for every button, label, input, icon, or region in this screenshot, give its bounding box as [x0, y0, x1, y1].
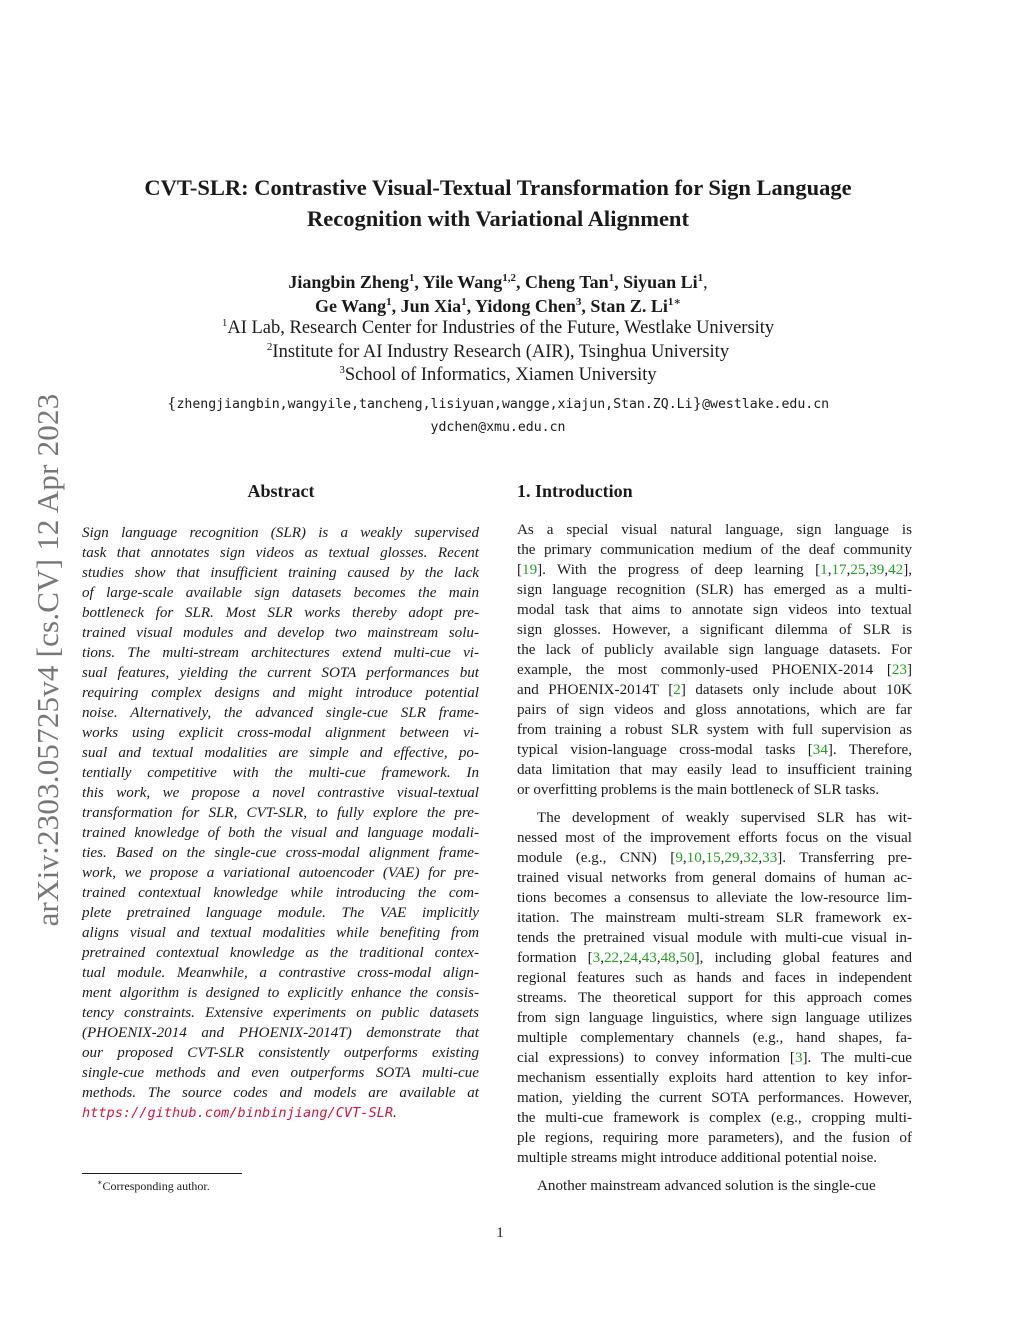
citation-link[interactable]: 43 — [641, 950, 657, 966]
intro-text: and PHOENIX-2014T [ — [517, 682, 674, 698]
intro-text: module (e.g., CNN) [ — [517, 850, 676, 866]
abstract-line: task that annotates sign videos as textual glosses. Recent — [82, 545, 479, 561]
citation-link[interactable]: 29 — [724, 850, 740, 866]
title-line-1: CVT-SLR: Contrastive Visual-Textual Transformation for Sign Language — [144, 175, 852, 200]
abstract-line: this work, we propose a novel contrastive visual-textual — [82, 785, 479, 801]
affiliation-list — [100, 317, 896, 388]
intro-text: ]. Transferring pre- — [777, 850, 912, 866]
author-affil-mark: 1 — [667, 296, 674, 308]
abstract-line: work, we propose a variational autoencoder (VAE) for pre- — [82, 865, 479, 881]
citation-link[interactable]: 17 — [831, 562, 847, 578]
email-domain: @westlake.edu.cn — [702, 397, 830, 412]
author-list — [100, 270, 896, 318]
intro-text: ], including global features and — [694, 950, 912, 966]
author-name: Yile Wang — [422, 272, 503, 292]
intro-text: ]. Therefore, — [827, 742, 912, 758]
intro-line: the multi-cue framework is complex (e.g., cropping multi- — [517, 1110, 912, 1126]
intro-paragraph-2 — [517, 808, 912, 1168]
intro-line: from training a robust SLR system with full supervision as — [517, 722, 912, 738]
affiliation-mark: 3 — [339, 363, 345, 376]
intro-paragraph-3 — [517, 1176, 912, 1196]
intro-text: The development of weakly supervised SLR has wit- — [537, 810, 912, 826]
intro-line: modal task that aims to annotate sign videos into textual — [517, 602, 912, 618]
citation-link[interactable]: 39 — [869, 562, 885, 578]
author-affil-mark: 1 — [408, 272, 415, 284]
abstract-line: pretrained contextual knowledge as the traditional contex- — [82, 945, 479, 961]
code-repository-link[interactable]: https://github.com/binbinjiang/CVT-SLR — [82, 1105, 393, 1121]
intro-line: multiple complementary channels (e.g., hand shapes, fa- — [517, 1030, 912, 1046]
intro-text: ]. The multi-cue — [802, 1050, 912, 1066]
citation-link[interactable]: 3 — [794, 1050, 803, 1066]
intro-line: sign language recognition (SLR) has emerged as a multi- — [517, 582, 912, 598]
intro-line: tions becomes a consensus to alleviate the low-resource lim- — [517, 890, 912, 906]
affiliation-mark: 2 — [266, 340, 273, 353]
intro-text: typical vision-language cross-modal tasks [ — [517, 742, 813, 758]
intro-line: example, the most commonly-used PHOENIX-2014 [23] — [517, 662, 912, 678]
intro-text: Another mainstream advanced solution is the single-cue — [537, 1178, 876, 1194]
intro-line: ple regions, requiring more parameters), and the fusion of — [517, 1130, 912, 1146]
citation-link[interactable]: 24 — [622, 950, 638, 966]
intro-line — [517, 740, 912, 760]
intro-line: As a special visual natural language, sign language is — [517, 522, 912, 538]
affiliation-line — [100, 317, 896, 341]
author-affil-mark: 3 — [575, 296, 582, 308]
abstract-line: methods. The source codes and models are available at — [82, 1085, 479, 1101]
affiliation-text: School of Informatics, Xiamen University — [344, 365, 657, 385]
citation-link[interactable]: 10 — [686, 850, 702, 866]
abstract-line: tual module. Meanwhile, a contrastive cross-modal align- — [82, 965, 479, 981]
abstract-line: requiring complex designs and might introduce potential — [82, 685, 479, 701]
abstract-line: trained contextual knowledge while introducing the com- — [82, 885, 479, 901]
intro-line: data limitation that may easily lead to insufficient training — [517, 762, 912, 778]
author-name: Jiangbin Zheng — [288, 272, 409, 292]
abstract-heading: Abstract — [247, 481, 315, 501]
citation-link[interactable]: 50 — [679, 950, 695, 966]
citation-link[interactable]: 9 — [675, 850, 683, 866]
abstract-line: noise. Alternatively, the advanced single-cue SLR frame- — [82, 705, 479, 721]
abstract-line — [82, 1103, 479, 1123]
citation-link[interactable]: 34 — [812, 742, 828, 758]
intro-line: pairs of sign videos and gloss annotations, which are far — [517, 702, 912, 718]
author-affil-mark: 1 — [386, 296, 392, 308]
intro-line: formation [3,22,24,43,48,50], including global features and — [517, 950, 912, 966]
email-usernames: zhengjiangbin,wangyile,tancheng,lisiyuan,wangge,xiajun,Stan.ZQ.Li — [176, 397, 693, 412]
affiliation-text: AI Lab, Research Center for Industries of the Future, Westlake University — [227, 318, 775, 338]
abstract-line: works using explicit cross-modal alignment between vi- — [82, 725, 479, 741]
author-name: Yidong Chen — [475, 296, 576, 316]
footnote — [97, 1179, 210, 1194]
intro-paragraph-1 — [517, 520, 912, 800]
email-block — [100, 392, 896, 439]
author-name: Jun Xia — [400, 296, 462, 316]
intro-line: module (e.g., CNN) [9,10,15,29,32,33]. Transferring pre- — [517, 850, 912, 866]
arxiv-identifier: arXiv:2303.05725v4 [cs.CV] 12 Apr 2023 — [30, 393, 65, 927]
author-line-1: Jiangbin Zheng$^1$, Yile Wang$^{1,2}$, Cheng Tan$^1$, Siyuan Li$^1$, — [288, 272, 708, 292]
citation-link[interactable]: 23 — [891, 662, 907, 678]
author-affil-mark: 1 — [461, 296, 467, 308]
abstract-line: sual and textual modalities are simple and effective, po- — [82, 745, 479, 761]
intro-text: formation [ — [517, 950, 593, 966]
intro-line — [517, 808, 912, 828]
email-line-1: {zhengjiangbin,wangyile,tancheng,lisiyuan,wangge,xiajun,Stan.ZQ.Li}@westlake.edu.cn — [166, 394, 830, 412]
abstract-end-punct: . — [393, 1105, 397, 1121]
affiliation-line — [100, 364, 896, 388]
intro-line — [517, 1176, 912, 1196]
abstract-line: (PHOENIX-2014 and PHOENIX-2014T) demonstrate that — [82, 1025, 479, 1041]
intro-line: sign glosses. However, a significant dilemma of SLR is — [517, 622, 912, 638]
intro-line: the lack of publicly available sign language datasets. For — [517, 642, 912, 658]
paper-title — [100, 172, 896, 234]
intro-line: nessed most of the improvement efforts focus on the visual — [517, 830, 912, 846]
citation-link[interactable]: 19 — [522, 562, 538, 578]
abstract-line: sual features, yielding the current SOTA performances but — [82, 665, 479, 681]
intro-line: mechanism essentially exploits hard attention to key infor- — [517, 1070, 912, 1086]
corresponding-author-mark: ∗ — [673, 296, 682, 308]
intro-line: trained visual networks from general domains of human ac- — [517, 870, 912, 886]
intro-line: streams. The theoretical support for this approach comes — [517, 990, 912, 1006]
citation-link[interactable]: 1 — [820, 562, 828, 578]
abstract-line: plete pretrained language module. The VAE implicitly — [82, 905, 479, 921]
author-name: Cheng Tan — [525, 272, 609, 292]
citation-link[interactable]: 3 — [592, 950, 601, 966]
introduction-heading: 1. Introduction — [517, 481, 633, 501]
intro-line: tends the pretrained visual module with multi-cue visual in- — [517, 930, 912, 946]
citation-link[interactable]: 25 — [850, 562, 866, 578]
abstract-line: studies show that insufficient training caused by the lack — [82, 565, 479, 581]
intro-line: the primary communication medium of the deaf community — [517, 542, 912, 558]
citation-link[interactable]: 15 — [705, 850, 721, 866]
author-name: Ge Wang — [314, 296, 387, 316]
page-number: 1 — [496, 1225, 504, 1241]
author-affil-mark: 1 — [697, 272, 704, 284]
intro-line: multiple streams might introduce additional potential noise. — [517, 1150, 878, 1166]
abstract-line: trained visual modules and develop two mainstream solu- — [82, 625, 479, 641]
abstract-line: single-cue methods and even outperforms SOTA multi-cue — [82, 1065, 479, 1081]
abstract-line: ties. Based on the single-cue cross-modal alignment frame- — [82, 845, 479, 861]
footnote-text: Corresponding author. — [102, 1179, 210, 1193]
intro-text: ] datasets only include about 10K — [680, 682, 912, 698]
intro-text: cial expressions) to convey information [ — [517, 1050, 795, 1066]
author-affil-mark: 1,2 — [502, 272, 517, 284]
affiliation-mark: 1 — [221, 316, 228, 329]
abstract-line: tency constraints. Extensive experiments on public datasets — [82, 1005, 479, 1021]
author-line-2: Ge Wang$^1$, Jun Xia$^1$, Yidong Chen$^3$, Stan Z. $Li^{1∗}$ — [314, 296, 682, 316]
abstract-line: ment algorithm is designed to explicitly enhance the consis- — [82, 985, 479, 1001]
intro-line: itation. The mainstream multi-stream SLR framework ex- — [517, 910, 912, 926]
intro-line: or overfitting problems is the main bottleneck of SLR tasks. — [517, 782, 880, 798]
intro-line: mation, yielding the current SOTA performances. However, — [517, 1090, 912, 1106]
intro-text: example, the most commonly-used PHOENIX-2014 [ — [517, 662, 892, 678]
intro-line: [19]. With the progress of deep learning [1,17,25,39,42], — [517, 562, 912, 578]
footnote-mark: ∗ — [97, 1178, 103, 1187]
intro-line — [517, 1048, 912, 1068]
abstract-line: our proposed CVT-SLR consistently outperforms existing — [82, 1045, 479, 1061]
abstract-line: bottleneck for SLR. Most SLR works thereby adopt pre- — [82, 605, 479, 621]
affiliation-line — [100, 341, 896, 365]
email-address: ydchen@xmu.edu.cn — [430, 420, 566, 435]
citation-link[interactable]: 32 — [743, 850, 759, 866]
citation-link[interactable]: 22 — [603, 950, 620, 966]
intro-line: regional features such as hands and faces in independent — [517, 970, 912, 986]
abstract-line: tions. The multi-stream architectures extend multi-cue vi- — [82, 645, 479, 661]
author-affil-mark: 1 — [608, 272, 615, 284]
abstract-line: aligns visual and textual modalities while benefiting from — [82, 925, 479, 941]
affiliation-text: Institute for AI Industry Research (AIR), Tsinghua University — [272, 341, 730, 362]
intro-text: ]. With the progress of deep learning [ — [537, 562, 821, 578]
abstract-line: Sign language recognition (SLR) is a weakly supervised — [82, 525, 479, 541]
citation-link[interactable]: 2 — [673, 682, 681, 698]
abstract-line: tentially competitive with the multi-cue framework. In — [82, 765, 479, 781]
citation-link[interactable]: 33 — [762, 850, 778, 866]
footnote-divider — [82, 1173, 242, 1174]
author-name: Siyuan Li — [623, 272, 698, 292]
abstract-body — [82, 523, 479, 1123]
email-line-2 — [100, 416, 896, 439]
author-name: Stan Z. Li — [590, 296, 668, 316]
intro-line — [517, 680, 912, 700]
abstract-line: transformation for SLR, CVT-SLR, to fully explore the pre- — [82, 805, 479, 821]
intro-line: from sign language linguistics, where sign language utilizes — [517, 1010, 912, 1026]
abstract-line: trained knowledge of both the visual and language modali- — [82, 825, 479, 841]
abstract-line: of large-scale available sign datasets becomes the main — [82, 585, 479, 601]
citation-link[interactable]: 42 — [888, 562, 904, 578]
title-line-2: Recognition with Variational Alignment — [307, 206, 689, 231]
citation-link[interactable]: 48 — [660, 950, 676, 966]
